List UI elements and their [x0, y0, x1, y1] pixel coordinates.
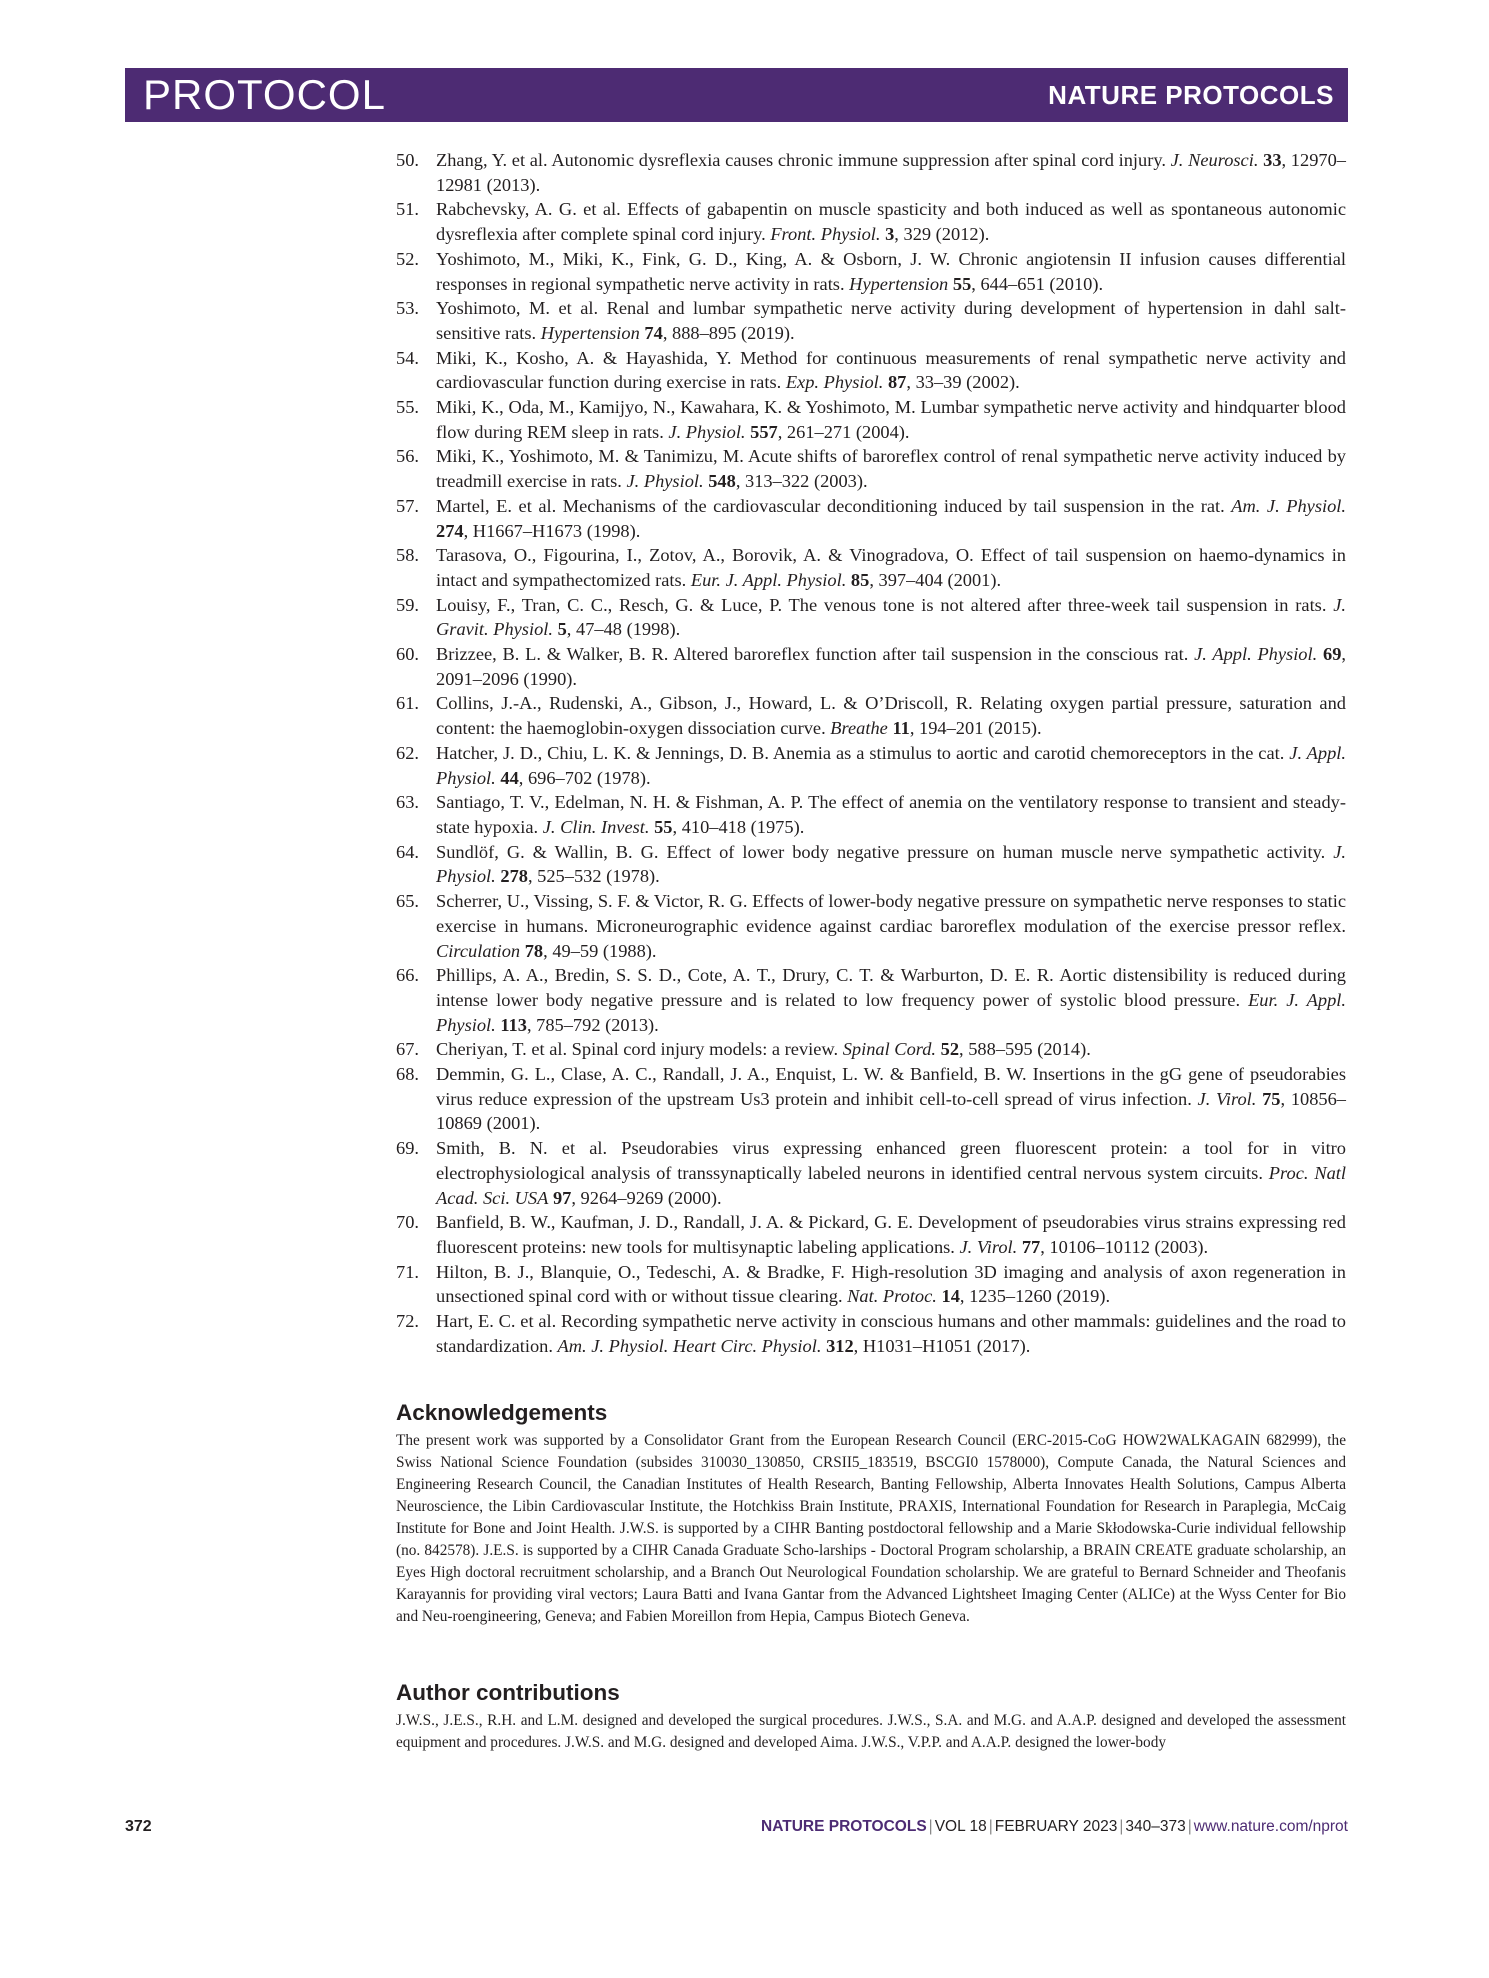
volume-number: 548 — [708, 471, 736, 492]
page-number: 372 — [125, 1818, 152, 1835]
reference-item — [396, 593, 1346, 642]
reference-number: 69. — [396, 1138, 419, 1159]
reference-item — [396, 963, 1346, 1037]
volume-number: 55 — [654, 816, 673, 837]
reference-number: 50. — [396, 150, 419, 170]
reference-text: Cheriyan, T. et al. Spinal cord injury models: a review. Spinal Cord. 52, 588–595 (2014). — [436, 1039, 1091, 1060]
reference-item — [396, 889, 1346, 963]
reference-item — [396, 741, 1346, 790]
reference-text: Demmin, G. L., Clase, A. C., Randall, J. A., Enquist, L. W. & Banfield, B. W. Insertions in the gG gene of pseudorabies virus reduce expression of the upstream Us3 protein and inhibit cell-to-cell spread of virus infection. J. Virol. 75, 10856–10869 (2001). — [436, 1064, 1346, 1134]
journal-title: Spinal Cord. — [842, 1039, 937, 1060]
reference-number: 65. — [396, 891, 419, 912]
reference-item — [396, 840, 1346, 889]
journal-title: J. Clin. Invest. — [542, 816, 650, 837]
reference-item — [396, 148, 1346, 197]
journal-title: Front. Physiol. — [770, 224, 881, 245]
volume-number: 97 — [552, 1187, 572, 1208]
volume-number: 69 — [1323, 644, 1342, 665]
volume-number: 274 — [436, 520, 464, 541]
reference-text: Scherrer, U., Vissing, S. F. & Victor, R. G. Effects of lower-body negative pressure on sympathetic nerve responses to static exercise in humans. Microneurographic evidence against cardiac baroreflex modulation of the exercise pressor reflex. Circulation 78, 49–59 (1988). — [436, 891, 1346, 961]
reference-text: Yoshimoto, M. et al. Renal and lumbar sympathetic nerve activity during development of hypertension in dahl salt-sensitive rats. Hypertension 74, 888–895 (2019). — [436, 298, 1346, 343]
reference-number: 58. — [396, 545, 419, 566]
volume-number: 5 — [557, 619, 567, 640]
reference-item — [396, 790, 1346, 839]
reference-number: 51. — [396, 199, 419, 220]
reference-text: Smith, B. N. et al. Pseudorabies virus expressing enhanced green fluorescent protein: a tool for in vitro electrophysiological analysis of transsynaptically labeled neurons in identified central nervous system circuits. Proc. Natl Acad. Sci. USA 97, 9264–9269 (2000). — [436, 1138, 1347, 1208]
reference-item — [396, 247, 1346, 296]
footer-separator: | — [1187, 1818, 1192, 1835]
reference-number: 66. — [396, 965, 419, 986]
reference-number: 62. — [396, 742, 419, 763]
reference-number: 56. — [396, 446, 419, 467]
reference-number: 64. — [396, 841, 419, 862]
reference-number: 52. — [396, 248, 419, 269]
reference-item — [396, 444, 1346, 493]
acknowledgements-heading: Acknowledgements — [396, 1400, 608, 1425]
reference-number: 61. — [396, 693, 419, 714]
reference-number: 57. — [396, 495, 419, 516]
journal-title: J. Appl. Physiol. — [1194, 644, 1318, 665]
footer-pages: 340–373 — [1125, 1818, 1186, 1835]
reference-item — [396, 346, 1346, 395]
reference-text: Collins, J.-A., Rudenski, A., Gibson, J., Howard, L. & O’Driscoll, R. Relating oxygen partial pressure, saturation and content: the haemoglobin-oxygen dissociation curve. Breathe 11, 194–201 (2015). — [436, 693, 1346, 739]
footer-journal: NATURE PROTOCOLS — [761, 1818, 927, 1835]
footer-url-link[interactable]: www.nature.com/nprot — [1193, 1818, 1348, 1835]
volume-number: 75 — [1262, 1088, 1281, 1109]
volume-number: 14 — [941, 1286, 960, 1307]
reference-item — [396, 543, 1346, 592]
footer-separator: | — [928, 1818, 933, 1835]
reference-item — [396, 1062, 1346, 1136]
volume-number: 11 — [892, 718, 910, 739]
reference-list — [396, 148, 1346, 1358]
reference-item — [396, 1037, 1346, 1062]
volume-number: 74 — [644, 322, 663, 343]
journal-title: J. Neurosci. — [1170, 150, 1259, 170]
reference-text: Yoshimoto, M., Miki, K., Fink, G. D., King, A. & Osborn, J. W. Chronic angiotensin II infusion causes differential responses in regional sympathetic nerve activity in rats. Hypertension 55, 644–651 (2010). — [436, 248, 1346, 294]
volume-number: 87 — [887, 372, 907, 393]
reference-text: Tarasova, O., Figourina, I., Zotov, A., Borovik, A. & Vinogradova, O. Effect of tail suspension on haemo-dynamics in intact and sympathectomized rats. Eur. J. Appl. Physiol. 85, 397–404 (2001). — [436, 545, 1346, 590]
reference-number: 71. — [396, 1261, 419, 1282]
reference-text: Martel, E. et al. Mechanisms of the cardiovascular deconditioning induced by tail suspension in the rat. Am. J. Physiol. 274, H1667–H1673 (1998). — [436, 495, 1346, 541]
reference-text: Rabchevsky, A. G. et al. Effects of gabapentin on muscle spasticity and both induced as well as spontaneous autonomic dysreflexia after complete spinal cord injury. Front. Physiol. 3, 329 (2012). — [436, 199, 1346, 245]
journal-title: J. Virol. — [1197, 1088, 1257, 1109]
volume-number: 278 — [500, 866, 528, 887]
volume-number: 44 — [500, 767, 519, 788]
reference-number: 70. — [396, 1212, 419, 1233]
reference-text: Banfield, B. W., Kaufman, J. D., Randall, J. A. & Pickard, G. E. Development of pseudorabies virus strains expressing red fluorescent proteins: new tools for multisynaptic labeling applications. J. Virol. 77, 10106–10112 (2003). — [436, 1212, 1346, 1257]
journal-title: Eur. J. Appl. Physiol. — [690, 569, 847, 590]
journal-title: J. Appl. Physiol. — [436, 742, 1347, 788]
journal-title: Hypertension — [849, 273, 949, 294]
footer-citation — [761, 1818, 1348, 1836]
reference-text: Hatcher, J. D., Chiu, L. K. & Jennings, D. B. Anemia as a stimulus to aortic and carotid chemoreceptors in the cat. J. Appl. Physiol. 44, 696–702 (1978). — [436, 742, 1347, 788]
section-label: PROTOCOL — [143, 71, 386, 118]
journal-title: Breathe — [830, 718, 888, 739]
acknowledgements-section — [396, 1400, 1346, 1628]
volume-number: 77 — [1021, 1236, 1041, 1257]
volume-number: 312 — [826, 1335, 854, 1356]
reference-number: 72. — [396, 1311, 419, 1332]
journal-title: J. Gravit. Physiol. — [436, 594, 1346, 640]
volume-number: 55 — [952, 273, 972, 294]
volume-number: 78 — [524, 940, 544, 961]
reference-number: 54. — [396, 347, 419, 368]
journal-title: J. Virol. — [959, 1236, 1018, 1257]
volume-number: 3 — [885, 224, 895, 245]
reference-item — [396, 1309, 1346, 1358]
reference-item — [396, 197, 1346, 246]
author-contributions-heading: Author contributions — [396, 1680, 620, 1705]
volume-number: 85 — [850, 569, 870, 590]
footer-separator: | — [988, 1818, 993, 1835]
reference-item — [396, 1210, 1346, 1259]
reference-text: Brizzee, B. L. & Walker, B. R. Altered baroreflex function after tail suspension in the conscious rat. J. Appl. Physiol. 69, 2091–2096 (1990). — [436, 644, 1347, 689]
footer-separator: | — [1119, 1818, 1124, 1835]
volume-number: 113 — [500, 1014, 527, 1035]
reference-text: Zhang, Y. et al. Autonomic dysreflexia causes chronic immune suppression after spinal cord injury. J. Neurosci. 33, 12970–12981 (2013). — [436, 150, 1346, 195]
journal-title: Proc. Natl Acad. Sci. USA — [436, 1162, 1347, 1208]
acknowledgements-text: The present work was supported by a Consolidator Grant from the European Research Council (ERC-2015-CoG HOW2WALKAGAIN 682999), the Swiss National Science Foundation (subsides 310030_130850, CRSII5_183519, BSCGI0 1578000), Compute Canada, the Natural Sciences and Engineering Research Council, the Canadian Institutes of Health Research, Banting Fellowship, Alberta Innovates Health Solutions, Campus Alberta Neuroscience, the Libin Cardiovascular Institute, the Hotchkiss Brain Institute, PRAXIS, International Foundation for Research in Paraplegia, McCaig Institute for Bone and Joint Health. J.W.S. is supported by a CIHR Banting postdoctoral fellowship and a Marie Skłodowska-Curie individual fellowship (no. 842578). J.E.S. is supported by a CIHR Canada Graduate Scho-larships - Doctoral Program scholarship, a BRAIN CREATE graduate scholarship, an Eyes High doctoral recruitment scholarship, and a Branch Out Neurological Foundation scholarship. We are grateful to Bernard Schneider and Theofanis Karayannis for providing viral vectors; Laura Batti and Ivana Gantar from the Advanced Lightsheet Imaging Center (ALICe) at the Wyss Center for Bio and Neu-roengineering, Geneva; and Fabien Moreillon from Hepia, Campus Biotech Geneva. — [396, 1432, 1346, 1625]
journal-title: Circulation — [436, 940, 521, 961]
reference-number: 68. — [396, 1064, 419, 1085]
reference-number: 60. — [396, 644, 419, 665]
reference-item — [396, 1136, 1346, 1210]
footer-volume: VOL 18 — [934, 1818, 987, 1835]
journal-title: J. Physiol. — [626, 471, 704, 492]
reference-number: 63. — [396, 792, 419, 813]
reference-text: Miki, K., Yoshimoto, M. & Tanimizu, M. Acute shifts of baroreflex control of renal sympathetic nerve activity induced by treadmill exercise in rats. J. Physiol. 548, 313–322 (2003). — [436, 446, 1346, 492]
reference-number: 53. — [396, 298, 419, 319]
reference-text: Louisy, F., Tran, C. C., Resch, G. & Luce, P. The venous tone is not altered after three-week tail suspension in rats. J. Gravit. Physiol. 5, 47–48 (1998). — [436, 594, 1346, 640]
reference-number: 55. — [396, 397, 419, 418]
journal-title: Eur. J. Appl. Physiol. — [436, 989, 1346, 1035]
reference-item — [396, 1260, 1346, 1309]
journal-title: Am. J. Physiol. Heart Circ. Physiol. — [557, 1335, 822, 1356]
reference-item — [396, 296, 1346, 345]
author-contributions-text: J.W.S., J.E.S., R.H. and L.M. designed and developed the surgical procedures. J.W.S., S.A. and M.G. and A.A.P. designed and developed the assessment equipment and procedures. J.W.S. and M.G. designed and developed Aima. J.W.S., V.P.P. and A.A.P. designed the lower-body — [396, 1712, 1346, 1751]
journal-title: J. Physiol. — [436, 841, 1346, 887]
header-banner — [125, 68, 1348, 122]
reference-text: Phillips, A. A., Bredin, S. S. D., Cote, A. T., Drury, C. T. & Warburton, D. E. R. Aortic distensibility is reduced during intense lower body negative pressure and is related to low frequency power of systolic blood pressure. Eur. J. Appl. Physiol. 113, 785–792 (2013). — [436, 965, 1346, 1035]
volume-number: 52 — [940, 1039, 960, 1060]
journal-title: Am. J. Physiol. — [1231, 495, 1346, 516]
reference-text: Sundlöf, G. & Wallin, B. G. Effect of lower body negative pressure on human muscle nerve sympathetic activity. J. Physiol. 278, 525–532 (1978). — [436, 841, 1346, 887]
journal-title: Nat. Protoc. — [847, 1286, 937, 1307]
reference-item — [396, 494, 1346, 543]
journal-title: Exp. Physiol. — [785, 372, 884, 393]
reference-item — [396, 395, 1346, 444]
journal-title: J. Physiol. — [668, 421, 746, 442]
journal-name: NATURE PROTOCOLS — [1048, 79, 1334, 110]
reference-item — [396, 691, 1346, 740]
reference-text: Hart, E. C. et al. Recording sympathetic nerve activity in conscious humans and other mammals: guidelines and the road to standardization. Am. J. Physiol. Heart Circ. Physiol. 312, H1031–H1051 (2017). — [436, 1311, 1346, 1356]
reference-text: Miki, K., Kosho, A. & Hayashida, Y. Method for continuous measurements of renal sympathetic nerve activity and cardiovascular function during exercise in rats. Exp. Physiol. 87, 33–39 (2002). — [436, 347, 1346, 393]
reference-number: 59. — [396, 594, 419, 615]
reference-text: Santiago, T. V., Edelman, N. H. & Fishman, A. P. The effect of anemia on the ventilatory response to transient and steady-state hypoxia. J. Clin. Invest. 55, 410–418 (1975). — [436, 792, 1346, 837]
volume-number: 33 — [1263, 150, 1282, 170]
volume-number: 557 — [750, 421, 778, 442]
journal-title: Hypertension — [540, 322, 640, 343]
reference-item — [396, 642, 1346, 691]
reference-text: Miki, K., Oda, M., Kamijyo, N., Kawahara, K. & Yoshimoto, M. Lumbar sympathetic nerve activity and hindquarter blood flow during REM sleep in rats. J. Physiol. 557, 261–271 (2004). — [436, 397, 1346, 442]
footer-date: FEBRUARY 2023 — [994, 1818, 1118, 1835]
reference-number: 67. — [396, 1039, 419, 1060]
reference-text: Hilton, B. J., Blanquie, O., Tedeschi, A. & Bradke, F. High-resolution 3D imaging and analysis of axon regeneration in unsectioned spinal cord with or without tissue clearing. Nat. Protoc. 14, 1235–1260 (2019). — [436, 1261, 1346, 1307]
author-contributions-section — [396, 1680, 1346, 1754]
